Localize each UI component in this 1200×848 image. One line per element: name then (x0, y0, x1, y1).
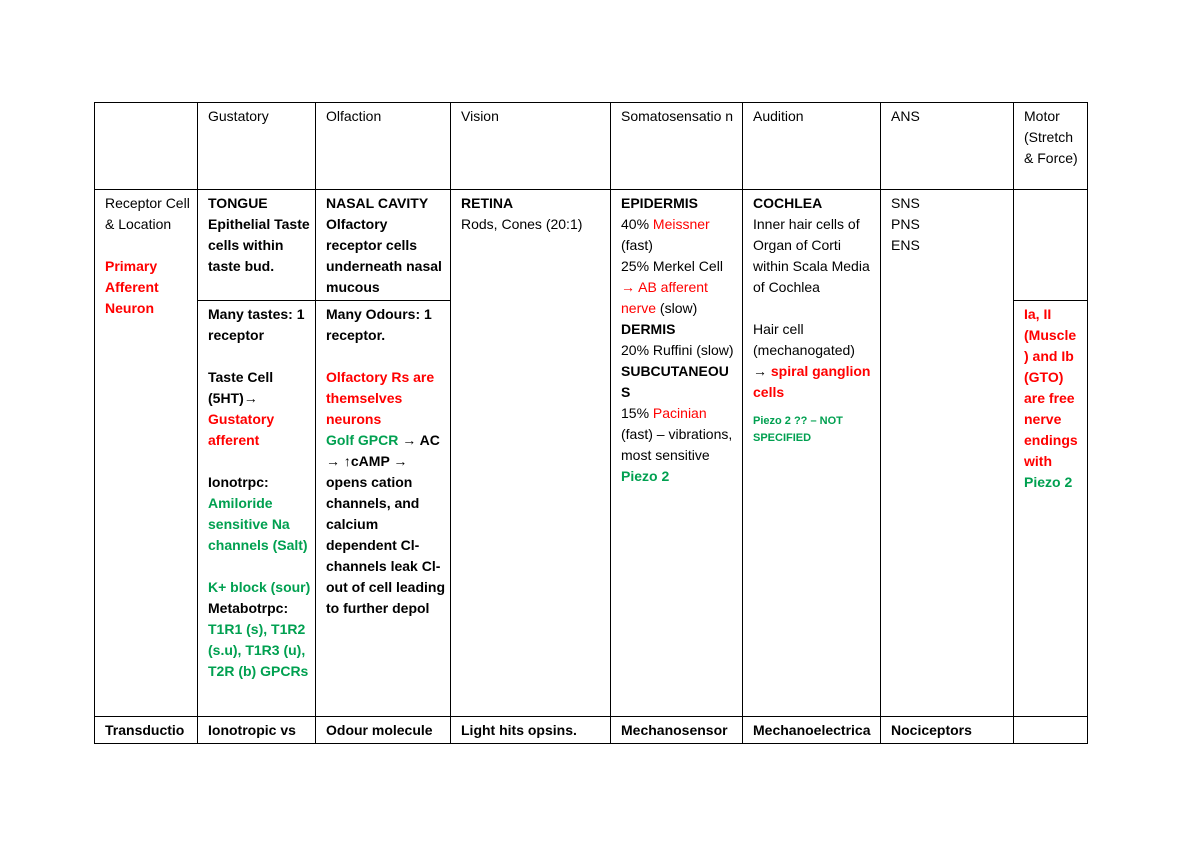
audition-piezo: Piezo 2 ?? – NOT SPECIFIED (753, 415, 843, 444)
vision-cell (451, 190, 611, 717)
gustatory-detail-cell (198, 301, 316, 717)
receptor-row (95, 190, 1088, 301)
audition-spiral: spiral ganglion cells (753, 363, 871, 400)
audition-spiral-line (753, 361, 876, 403)
transduction-somatosensation: Mechanosensor (611, 717, 743, 744)
transduction-label: Transductio (95, 717, 198, 744)
olfaction-location-cell (316, 190, 451, 301)
header-vision: Vision (451, 103, 611, 190)
audition-arrow: → (753, 363, 767, 379)
soma-ab-line (621, 277, 738, 319)
header-somatosensation: Somatosensatio n (611, 103, 743, 190)
gustatory-gpcrs: T1R1 (s), T1R2 (s.u), T1R3 (u), T2R (b) GPCRs (208, 621, 309, 679)
olfaction-cascade: → AC → ↑cAMP → opens cation channels, and calcium dependent Cl- channels leak Cl- out of cell leading to further depol (326, 432, 446, 616)
header-row (95, 103, 1088, 190)
header-motor: Motor (Stretch & Force) (1014, 103, 1088, 190)
transduction-row (95, 717, 1088, 744)
gustatory-location-cell (198, 190, 316, 301)
transduction-ans: Nociceptors (881, 717, 1014, 744)
audition-location: COCHLEA (753, 195, 823, 211)
soma-meissner-line (621, 214, 738, 256)
header-cell-empty (95, 103, 198, 190)
transduction-gustatory: Ionotropic vs (198, 717, 316, 744)
motor-empty-cell (1014, 190, 1088, 301)
gustatory-k-block: K+ block (sour) (208, 579, 311, 595)
header-olfaction: Olfaction (316, 103, 451, 190)
olfaction-cascade-block (326, 430, 446, 619)
soma-epidermis: EPIDERMIS (621, 195, 699, 211)
somatosensation-cell (611, 190, 743, 717)
gustatory-amiloride: Amiloride sensitive Na channels (Salt) (208, 495, 308, 553)
olfaction-odours: Many Odours: 1 receptor. (326, 306, 432, 343)
gustatory-taste-cell: Taste Cell (5HT)→ (208, 369, 274, 406)
soma-ab-afferent: → AB afferent nerve (621, 279, 708, 316)
vision-location: RETINA (461, 195, 514, 211)
soma-merkel: 25% Merkel Cell (621, 258, 723, 274)
header-ans: ANS (881, 103, 1014, 190)
soma-meissner: Meissner (652, 216, 710, 232)
ans-item: SNS (891, 195, 920, 211)
primary-afferent-label: Primary Afferent Neuron (105, 258, 159, 316)
motor-cell (1014, 301, 1088, 717)
gustatory-location: TONGUE (208, 195, 268, 211)
audition-description: Inner hair cells of Organ of Corti within Scala Media of Cochlea (753, 216, 870, 295)
gustatory-ionotropic: Ionotrpc: (208, 474, 269, 490)
transduction-motor (1014, 717, 1088, 744)
sensory-systems-table (94, 102, 1088, 744)
soma-meissner-speed: (fast) (621, 237, 653, 253)
soma-pacinian-desc: (fast) – vibrations, most sensitive (621, 426, 733, 463)
soma-merkel-speed: (slow) (659, 300, 698, 316)
audition-cell (743, 190, 881, 717)
transduction-vision: Light hits opsins. (451, 717, 611, 744)
olfaction-description: Olfactory receptor cells underneath nasal mucous (326, 216, 442, 295)
transduction-olfaction: Odour molecule (316, 717, 451, 744)
header-audition: Audition (743, 103, 881, 190)
soma-dermis: DERMIS (621, 321, 676, 337)
row-label-receptor (95, 190, 198, 717)
receptor-label: Receptor Cell & Location (105, 195, 190, 232)
soma-piezo: Piezo 2 (621, 468, 670, 484)
gustatory-tastes: Many tastes: 1 receptor (208, 306, 305, 343)
vision-description: Rods, Cones (20:1) (461, 216, 583, 232)
motor-afferent: Ia, II (Muscle ) and Ib (GTO) are free nerve endings with (1024, 306, 1078, 469)
transduction-audition: Mechanoelectrica (743, 717, 881, 744)
olfaction-golf: Golf GPCR (326, 432, 399, 448)
motor-piezo: Piezo 2 (1024, 474, 1073, 490)
ans-cell (881, 190, 1014, 717)
soma-ruffini: 20% Ruffini (slow) (621, 342, 734, 358)
ans-item: ENS (891, 237, 920, 253)
gustatory-description: Epithelial Taste cells within taste bud. (208, 216, 310, 274)
soma-pacinian-pct: 15% (621, 405, 650, 421)
olfaction-detail-cell (316, 301, 451, 717)
gustatory-metabotropic: Metabotrpc: (208, 600, 289, 616)
ans-item: PNS (891, 216, 920, 232)
olfaction-neurons: Olfactory Rs are themselves neurons (326, 369, 435, 427)
audition-hair-cell: Hair cell (mechanogated) (753, 321, 855, 358)
header-gustatory: Gustatory (198, 103, 316, 190)
soma-pacinian: Pacinian (652, 405, 707, 421)
soma-meissner-pct: 40% (621, 216, 650, 232)
soma-subcutaneous: SUBCUTANEOU S (621, 363, 729, 400)
soma-pacinian-line (621, 403, 738, 466)
olfaction-location: NASAL CAVITY (326, 195, 429, 211)
gustatory-afferent: Gustatory afferent (208, 411, 275, 448)
